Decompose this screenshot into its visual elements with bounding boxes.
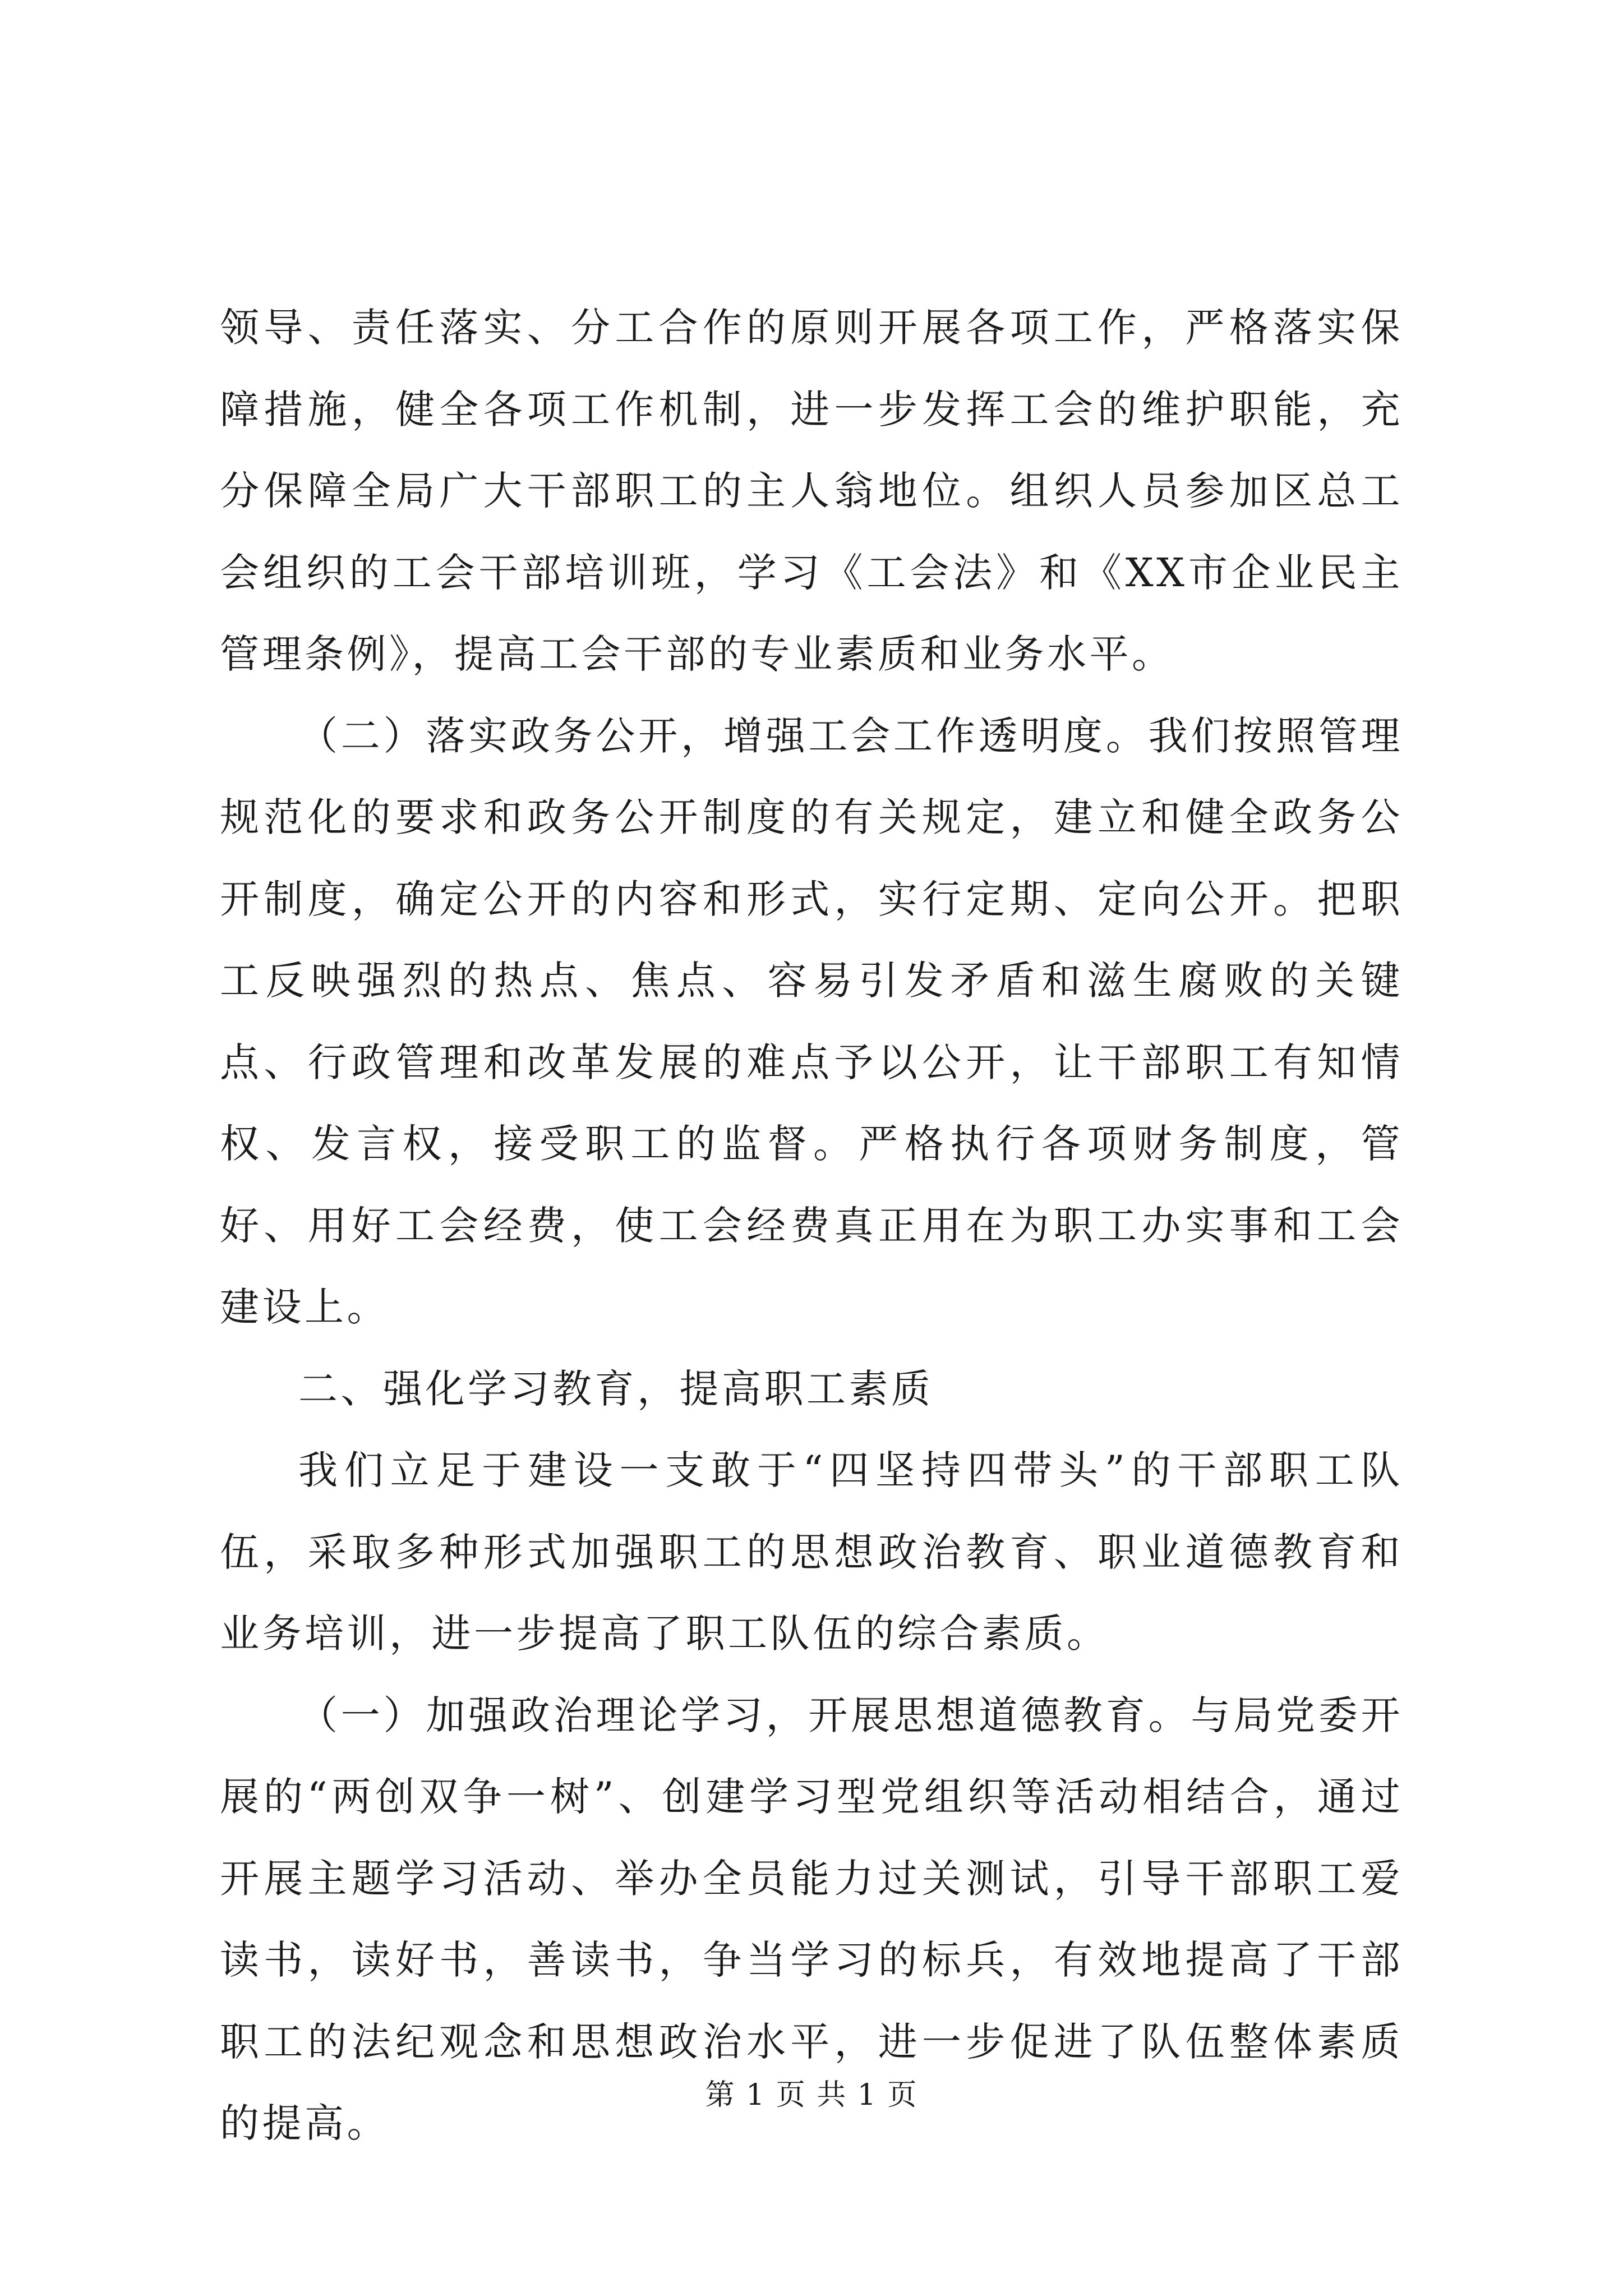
paragraph-section-two-sub-two: （二）落实政务公开，增强工会工作透明度。我们按照管理规范化的要求和政务公开制度的有关规定，建立和健全政务公开制度，确定公开的内容和形式，实行定期、定向公开。把职工反映强烈的热点、焦点、容易引发矛盾和滋生腐败的关键点、行政管理和改革发展的难点予以公开，让干部职工有知情权、发言权，接受职工的监督。严格执行各项财务制度，管好、用好工会经费，使工会经费真正用在为职工办实事和工会建设上。 [220,712,1403,1330]
paragraph-section-intro: 我们立足于建设一支敢于“四坚持四带头”的干部职工队伍，采取多种形式加强职工的思想政治教育、职业道德教育和业务培训，进一步提高了职工队伍的综合素质。 [220,1447,1403,1657]
page-footer: 第 1 页 共 1 页 [705,2078,918,2112]
paragraph-subsection-one: （一）加强政治理论学习，开展思想道德教育。与局党委开展的“两创双争一树”、创建学习型党组织等活动相结合，通过开展主题学习活动、举办全员能力过关测试，引导干部职工爱读书，读好书，善读书，争当学习的标兵，有效地提高了干部职工的法纪观念和思想政治水平，进一步促进了队伍整体素质的提高。 [220,1692,1403,2146]
section-heading: 二、强化学习教育，提高职工素质 [298,1365,934,1412]
document-body [220,287,1403,2165]
paragraph-continued: 领导、责任落实、分工合作的原则开展各项工作，严格落实保障措施，健全各项工作机制，进一步发挥工会的维护职能，充分保障全局广大干部职工的主人翁地位。组织人员参加区总工会组织的工会干部培训班，学习《工会法》和《XX市企业民主管理条例》，提高工会干部的专业素质和业务水平。 [220,305,1403,677]
